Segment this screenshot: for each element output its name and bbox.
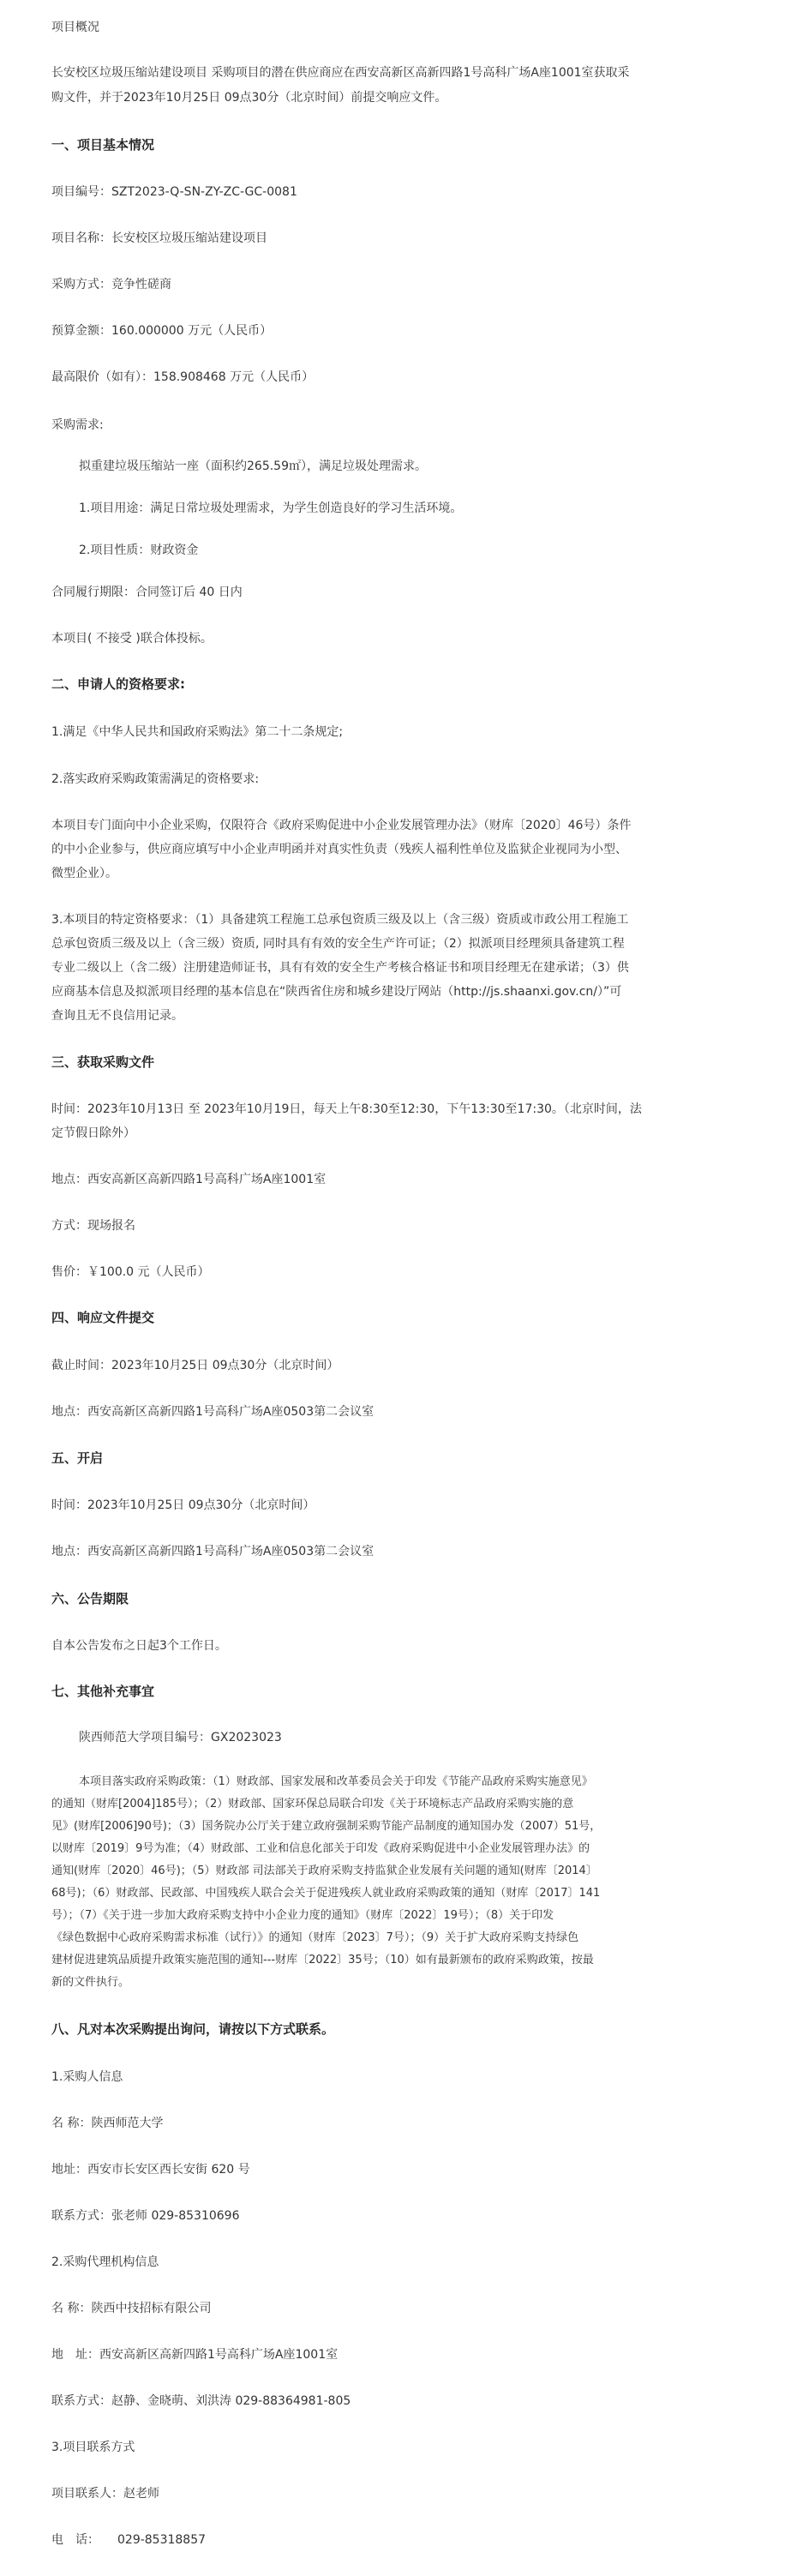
section-heading-contact: 八、凡对本次采购提出询问，请按以下方式联系。: [51, 2021, 335, 2037]
qualification-req-3: 应商基本信息及拟派项目经理的基本信息在“陕西省住房和城乡建设厅网站（http://js.shaanxi.gov.cn/）”可: [51, 985, 622, 999]
section-heading-supplementary: 七、其他补充事宜: [51, 1684, 155, 1699]
agent-address: 地 址：西安高新区高新四路1号高科广场A座1001室: [51, 2348, 339, 2362]
contract-period: 合同履行期限：合同签订后 40 日内: [51, 585, 243, 599]
qualification-req-3: 专业二级以上（含二级）注册建造师证书，具有有效的安全生产考核合格证书和项目经理无在建承诺；（3）供: [51, 961, 629, 975]
section-heading-opening: 五、开启: [51, 1450, 104, 1466]
section-heading-submission: 四、响应文件提交: [51, 1310, 155, 1325]
qualification-req-3: 3.本项目的特定资格要求：（1）具备建筑工程施工总承包资质三级及以上（含三级）资质或市政公用工程施工: [51, 913, 629, 927]
notice-period-text: 自本公告发布之日起3个工作日。: [51, 1639, 227, 1653]
project-name: 项目名称：长安校区垃圾压缩站建设项目: [51, 231, 267, 245]
max-price: 最高限价（如有）：158.908468 万元（人民币）: [51, 370, 315, 384]
section-heading-notice-period: 六、公告期限: [51, 1591, 129, 1606]
buyer-address: 地址：西安市长安区西长安街 620 号: [51, 2163, 250, 2177]
policy-text: 以财库〔2019〕9号为准；（4）财政部、工业和信息化部关于印发《政府采购促进中小企业发展管理办法》的: [51, 1842, 590, 1855]
needs-item: 拟重建垃圾压缩站一座（面积约265.59㎡），满足垃圾处理需求。: [79, 459, 427, 473]
obtain-place: 地点：西安高新区高新四路1号高科广场A座1001室: [51, 1173, 327, 1186]
project-contact-title: 3.项目联系方式: [51, 2441, 135, 2454]
policy-text: 《绿色数据中心政府采购需求标准（试行）》的通知（财库〔2023〕7号）；（9）关于扩大政府采购支持绿色: [51, 1931, 579, 1944]
obtain-time: 定节假日除外）: [51, 1126, 135, 1140]
policy-text: 本项目落实政府采购政策：（1）财政部、国家发展和改革委员会关于印发《节能产品政府采购实施意见》: [79, 1775, 593, 1788]
qualification-req-3: 查询且无不良信用记录。: [51, 1009, 183, 1023]
agent-name: 名 称：陕西中技招标有限公司: [51, 2302, 212, 2315]
qualification-req-3: 总承包资质三级及以上（含三级）资质, 同时具有有效的安全生产许可证；（2）拟派项目经理须具备建筑工程: [51, 937, 625, 951]
buyer-name: 名 称：陕西师范大学: [51, 2117, 164, 2130]
overview-text-line: 长安校区垃圾压缩站建设项目 采购项目的潜在供应商应在西安高新区高新四路1号高科广场A座1001室获取采: [51, 66, 630, 80]
policy-text: 68号)；（6）财政部、民政部、中国残疾人联合会关于促进残疾人就业政府采购政策的通知（财库〔2017〕141: [51, 1887, 601, 1900]
obtain-time: 时间：2023年10月13日 至 2023年10月19日，每天上午8:30至12:30，下午13:30至17:30。（北京时间，法: [51, 1102, 642, 1116]
policy-text: 的通知（财库[2004]185号）；（2）财政部、国家环保总局联合印发《关于环境标志产品政府采购实施的意: [51, 1798, 574, 1810]
document-price: 售价：￥100.0 元（人民币）: [51, 1265, 210, 1279]
qualification-req-2: 2.落实政府采购政策需满足的资格要求:: [51, 772, 260, 786]
policy-text: 号）；（7）《关于进一步加大政府采购支持中小企业力度的通知》（财库〔2022〕19号）；（8）关于印发: [51, 1909, 554, 1922]
policy-text: 建材促进建筑品质提升政策实施范围的通知---财库〔2022〕35号；（10）如有最新颁布的政府采购政策，按最: [51, 1954, 594, 1967]
overview-text-line: 购文件，并于2023年10月25日 09点30分（北京时间）前提交响应文件。: [51, 91, 447, 105]
project-number: 项目编号：SZT2023-Q-SN-ZY-ZC-GC-0081: [51, 185, 297, 199]
buyer-info-title: 1.采购人信息: [51, 2070, 123, 2084]
needs-label: 采购需求:: [51, 418, 104, 432]
project-contact-person: 项目联系人：赵老师: [51, 2487, 159, 2501]
qualification-req-1: 1.满足《中华人民共和国政府采购法》第二十二条规定;: [51, 725, 344, 739]
consortium-note: 本项目( 不接受 )联合体投标。: [51, 632, 213, 646]
overview-title: 项目概况: [51, 21, 99, 34]
procurement-method: 采购方式：竞争性磋商: [51, 278, 171, 291]
budget-amount: 预算金额：160.000000 万元（人民币）: [51, 324, 273, 338]
policy-text: 通知(财库〔2020〕46号)；（5）财政部 司法部关于政府采购支持监狱企业发展有关问题的通知(财库〔2014〕: [51, 1864, 597, 1877]
needs-item: 2.项目性质：财政资金: [79, 543, 199, 557]
policy-text: 新的文件执行。: [51, 1976, 130, 1989]
agent-contact: 联系方式：赵静、金晓萌、刘洪涛 029-88364981-805: [51, 2394, 351, 2408]
qualification-req-2-detail: 的中小企业参与，供应商应填写中小企业声明函并对真实性负责（残疾人福利性单位及监狱企业视同为小型、: [51, 843, 627, 856]
agent-info-title: 2.采购代理机构信息: [51, 2255, 159, 2269]
needs-item: 1.项目用途：满足日常垃圾处理需求，为学生创造良好的学习生活环境。: [79, 501, 463, 515]
opening-place: 地点：西安高新区高新四路1号高科广场A座0503第二会议室: [51, 1545, 375, 1558]
opening-time: 时间：2023年10月25日 09点30分（北京时间）: [51, 1498, 315, 1512]
section-heading-basic-info: 一、项目基本情况: [51, 137, 155, 153]
qualification-req-2-detail: 微型企业）。: [51, 867, 117, 880]
submission-place: 地点：西安高新区高新四路1号高科广场A座0503第二会议室: [51, 1405, 375, 1419]
section-heading-obtain-docs: 三、获取采购文件: [51, 1054, 155, 1070]
university-project-number: 陕西师范大学项目编号：GX2023023: [79, 1731, 282, 1744]
buyer-contact: 联系方式：张老师 029-85310696: [51, 2209, 240, 2223]
submission-deadline: 截止时间：2023年10月25日 09点30分（北京时间）: [51, 1359, 339, 1372]
section-heading-qualification: 二、申请人的资格要求:: [51, 676, 185, 692]
project-contact-phone: 电 话： 029-85318857: [51, 2533, 207, 2547]
obtain-method: 方式：现场报名: [51, 1219, 135, 1233]
qualification-req-2-detail: 本项目专门面向中小企业采购，仅限符合《政府采购促进中小企业发展管理办法》（财库〔2020〕46号）条件: [51, 819, 632, 832]
policy-text: 见》(财库[2006]90号)；（3）国务院办公厅关于建立政府强制采购节能产品制度的通知国办发（2007）51号，: [51, 1820, 602, 1833]
